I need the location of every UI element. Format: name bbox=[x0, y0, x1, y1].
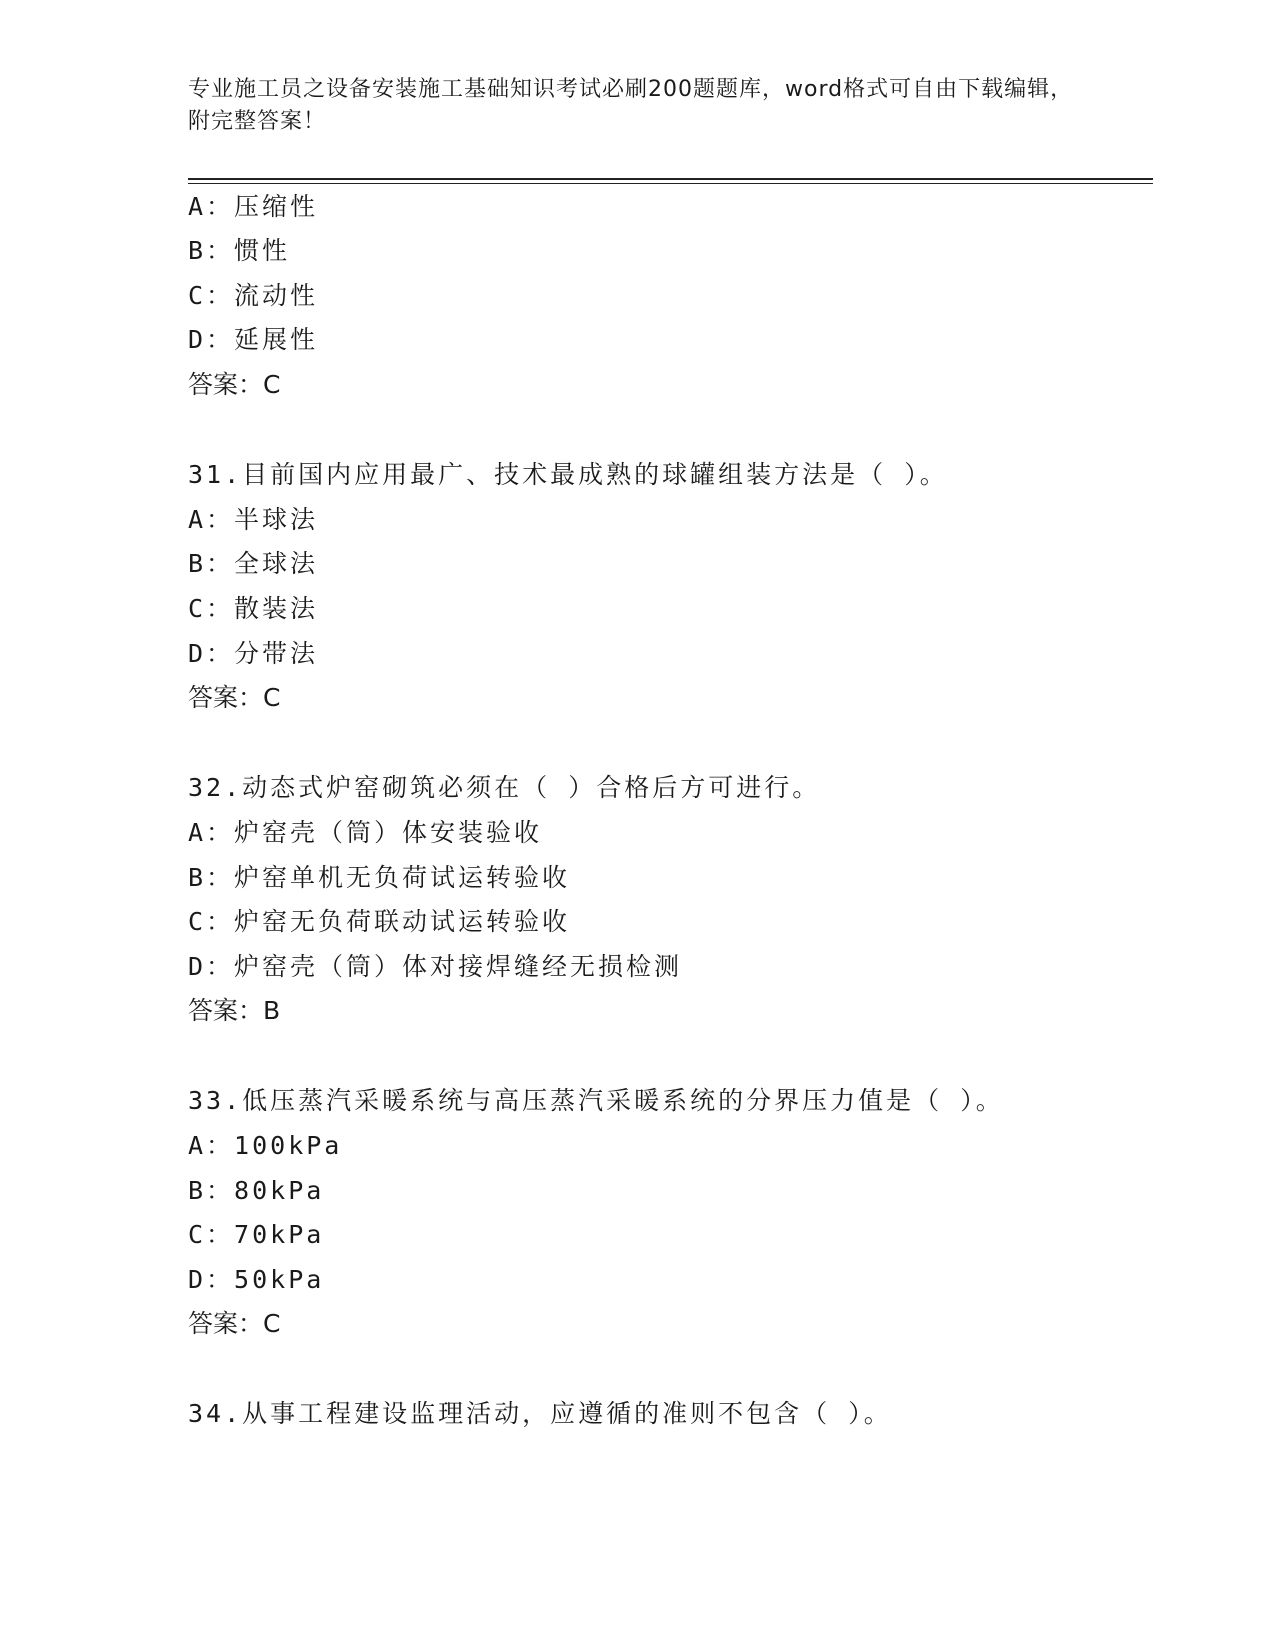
question-stem: 33.低压蒸汽采暖系统与高压蒸汽采暖系统的分界压力值是（ ）。 bbox=[188, 1086, 1004, 1115]
option-b: B：全球法 bbox=[188, 549, 319, 578]
question-stem: 34.从事工程建设监理活动，应遵循的准则不包含（ ）。 bbox=[188, 1399, 892, 1428]
option-c: C：70kPa bbox=[188, 1220, 325, 1249]
option-c: C：炉窑无负荷联动试运转验收 bbox=[188, 907, 571, 936]
option-c: C：散装法 bbox=[188, 594, 319, 623]
option-d: D：炉窑壳（筒）体对接焊缝经无损检测 bbox=[188, 952, 683, 981]
option-a: A：压缩性 bbox=[188, 192, 319, 221]
option-d: D：分带法 bbox=[188, 639, 319, 668]
option-a: A：半球法 bbox=[188, 505, 319, 534]
header-divider-thin bbox=[188, 183, 1153, 184]
option-b: B：80kPa bbox=[188, 1176, 325, 1205]
question-stem: 31.目前国内应用最广、技术最成熟的球罐组装方法是（ ）。 bbox=[188, 460, 948, 489]
question-stem: 32.动态式炉窑砌筑必须在（ ）合格后方可进行。 bbox=[188, 773, 821, 802]
header-divider-thick bbox=[188, 178, 1153, 180]
answer: 答案：C bbox=[188, 683, 281, 712]
document-header: 专业施工员之设备安装施工基础知识考试必刷200题题库，word格式可自由下载编辑，附完整答案！ bbox=[188, 77, 1074, 134]
option-a: A：100kPa bbox=[188, 1131, 343, 1160]
answer: 答案：B bbox=[188, 996, 281, 1025]
option-c: C：流动性 bbox=[188, 281, 319, 310]
option-d: D：延展性 bbox=[188, 325, 319, 354]
option-b: B：炉窑单机无负荷试运转验收 bbox=[188, 863, 571, 892]
option-a: A：炉窑壳（筒）体安装验收 bbox=[188, 818, 543, 847]
option-b: B：惯性 bbox=[188, 236, 291, 265]
answer: 答案：C bbox=[188, 1309, 281, 1338]
answer: 答案：C bbox=[188, 370, 281, 399]
option-d: D：50kPa bbox=[188, 1265, 325, 1294]
